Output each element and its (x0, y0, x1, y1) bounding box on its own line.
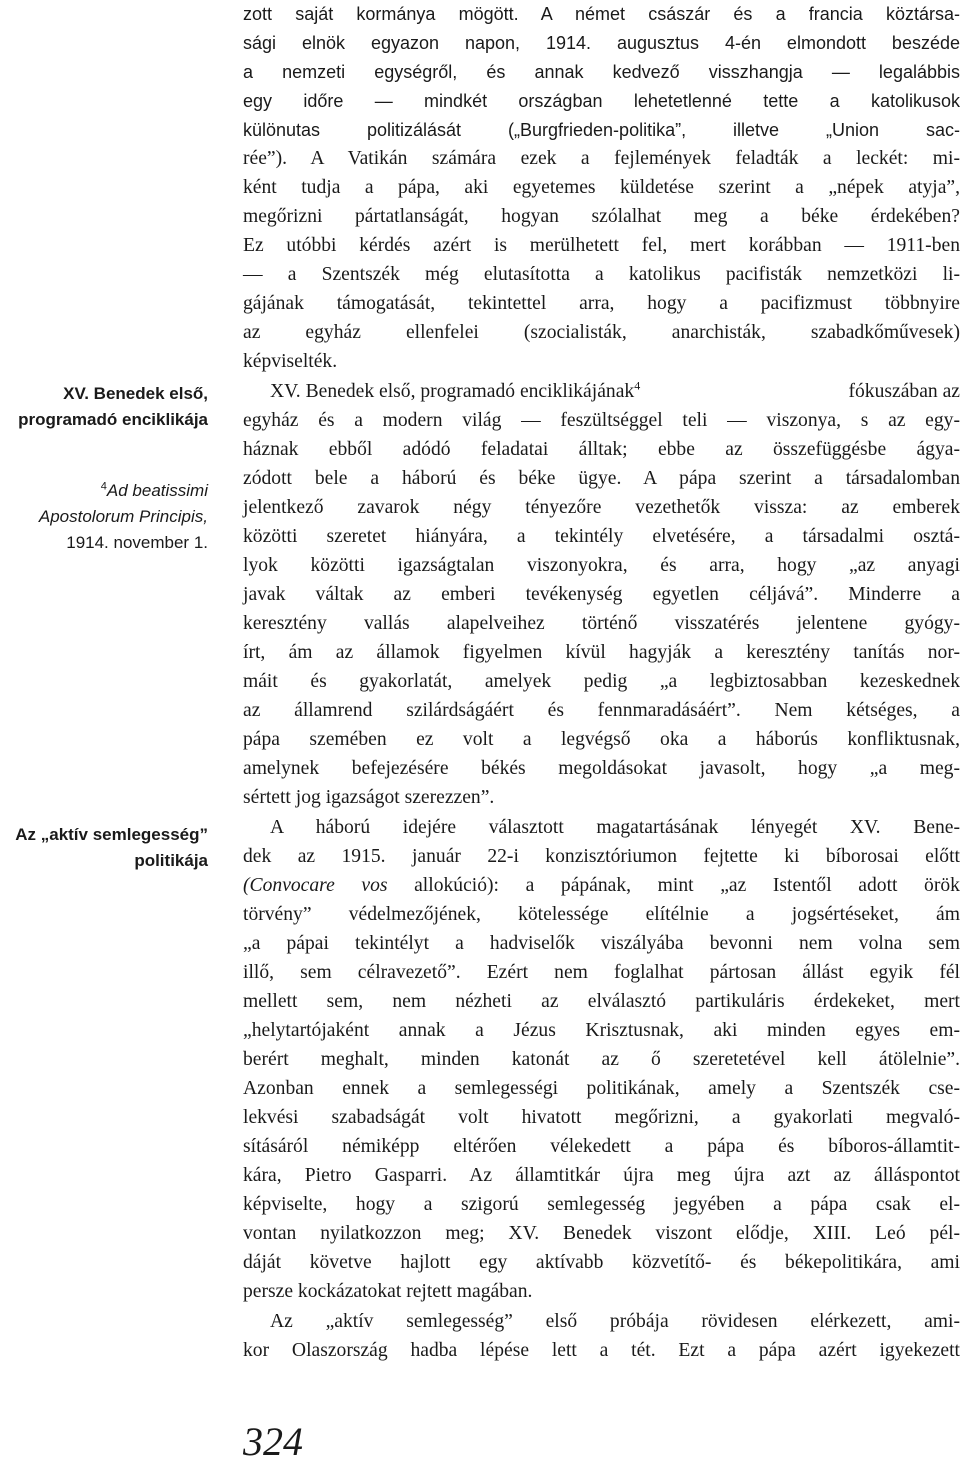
text-line: vontan nyilatkozzon meg; XV. Benedek viszont elődje, XIII. Leó pél- (243, 1223, 960, 1244)
text-line: A háború idejére választott magatartásának lényegét XV. Bene- (270, 817, 960, 838)
text-line: Azonban ennek a semlegességi politikának, amely a Szentszék cse- (243, 1078, 960, 1099)
text-line: javak váltak az emberi tevékenység egyetlen céljává”. Minderre a (243, 584, 960, 605)
margin-heading-encyclical (0, 381, 208, 433)
text-line: „helytartójaként annak a Jézus Krisztusnak, aki minden egyes em- (243, 1020, 960, 1041)
margin-heading-line: Az „aktív semlegesség” (15, 825, 208, 844)
text-line: mellett sem, nem nézheti az elválasztó partikuláris érdekeket, mert (243, 991, 960, 1012)
text-line: dáját követve hajlott egy aktívabb közvetítő- és békepolitikára, ami (243, 1252, 960, 1273)
text-line: sértett jog igazságot szerezzen”. (243, 787, 495, 808)
text-line: írt, ám az államok figyelmen kívül hagyják a keresztény tanítás nor- (243, 642, 960, 663)
footnote-date: 1914. november 1. (66, 533, 208, 552)
footnote-title: Ad beatissimi (106, 481, 208, 500)
text-line-with-italic (243, 872, 960, 900)
italic-text: (Convocare vos (243, 875, 388, 896)
text-line: törvény” védelmezőjének, kötelessége elítélnie a jogsértéseket, ám (243, 904, 960, 925)
text-line: ként tudja a pápa, aki egyetemes küldetése szerint a „népek atyja”, (243, 177, 960, 198)
text-line: lyok közötti igazságtalan viszonyokra, és arra, hogy „az anyagi (243, 555, 960, 576)
text-line: az egyház ellenfelei (szocialisták, anarchisták, szabadkőművesek) (243, 322, 960, 343)
text-line: háznak ebből adódó feladatai álltak; ebbe az összefüggésbe ágya- (243, 439, 960, 460)
text-line: amelynek befejezésére békés megoldásokat javasolt, hogy „a meg- (243, 758, 960, 779)
footnote-title-line (0, 478, 208, 504)
line-tail: fókuszában az (848, 381, 960, 402)
text-line: sági elnök egyazon napon, 1914. augusztus 4-én elmondott beszéde (243, 33, 960, 53)
text-line: persze kockázatokat rejtett magában. (243, 1281, 533, 1302)
text-line: képviselték. (243, 351, 338, 372)
text-line: közötti szeretet hiányára, a tekintély elvetésére, a társadalmi osztá- (243, 526, 960, 547)
text-line: berért meghalt, minden katonát az ő szeretetével kell átölelnie”. (243, 1049, 960, 1070)
text-line: pápa szemében ez volt a legvégső oka a háborús konfliktusnak, (243, 729, 960, 750)
text-line: az államrend szilárdságáért és fennmaradásáért”. Nem kétséges, a (243, 700, 960, 721)
footnote-ref: 4 (634, 378, 641, 393)
line-text: allokúció): a pápának, mint „az Istentől adott örök (414, 875, 960, 896)
margin-heading-active-neutrality (0, 822, 208, 874)
text-line: egy időre — mindkét országban lehetetlenné tette a katolikusok (243, 91, 960, 111)
text-line: lekvési szabadságát volt hivatott megőrizni, a gyakorlati megvaló- (243, 1107, 960, 1128)
text-line: képviselte, hogy a szigorú semlegesség jegyében a pápa csak el- (243, 1194, 960, 1215)
text-line-with-footnote (270, 378, 960, 406)
text-line: gájának támogatását, tekintettel arra, hogy a pacifizmust többnyire (243, 293, 960, 314)
text-line: „a pápai tekintélyt a hadviselők viszályába bevonni nem volna sem (243, 933, 960, 954)
text-line: különutas politizálását („Burgfrieden-politika”, illetve „Union sac- (243, 120, 960, 140)
text-line: zott saját kormánya mögött. A német császár és a francia köztársa- (243, 4, 960, 24)
text-line: Az „aktív semlegesség” első próbája rövidesen elérkezett, ami- (270, 1311, 960, 1332)
text-line: illő, sem célravezető”. Ezért nem foglalhat pártosan állást egyik fél (243, 962, 960, 983)
text-line: dek az 1915. január 22-i konzisztóriumon fejtette ki bíborosai előtt (243, 846, 960, 867)
margin-heading-line: XV. Benedek első, (63, 384, 208, 403)
footnote-subtitle: Apostolorum Principis, (38, 507, 208, 526)
text-line: kára, Pietro Gasparri. Az államtitkár újra meg újra azt az álláspontot (243, 1165, 960, 1186)
text-line: rée”). A Vatikán számára ezek a fejlemények feladták a leckét: mi- (243, 148, 960, 169)
text-line: egyház és a modern világ — feszültséggel teli — viszonya, s az egy- (243, 410, 960, 431)
text-line: — a Szentszék még elutasította a katolikus pacifisták nemzetközi li- (243, 264, 960, 285)
text-line: máit és gyakorlatát, amelyek pedig „a legbiztosabban kezeskednek (243, 671, 960, 692)
line-text: XV. Benedek első, programadó enciklikájának (270, 381, 635, 402)
margin-heading-line: programadó enciklikája (18, 410, 208, 429)
text-line: kor Olaszország hadba lépése lett a tét. Ezt a pápa azért igyekezett (243, 1340, 960, 1361)
footnote-mark: 4 (100, 480, 107, 493)
text-line: Ez utóbbi kérdés azért is merülhetett fel, mert korábban — 1911-ben (243, 235, 960, 256)
margin-footnote (0, 478, 208, 556)
text-line: megőrizni pártatlanságát, hogyan szólalhat meg a béke érdekében? (243, 206, 960, 227)
margin-heading-line: politikája (134, 851, 208, 870)
text-line: keresztény vallás alapelveihez történő visszatérés jelentene gyógy- (243, 613, 960, 634)
text-line: jelentkező zavarok négy tényezőre vezethetők vissza: az emberek (243, 497, 960, 518)
text-line: a nemzeti egységről, és annak kedvező visszhangja — legalábbis (243, 62, 960, 82)
text-line: zódott bele a háború és béke ügye. A pápa szerint a társadalomban (243, 468, 960, 489)
page-number: 324 (243, 1419, 303, 1464)
text-line: sításáról némiképp eltérően vélekedett a pápa és bíboros-államtit- (243, 1136, 960, 1157)
